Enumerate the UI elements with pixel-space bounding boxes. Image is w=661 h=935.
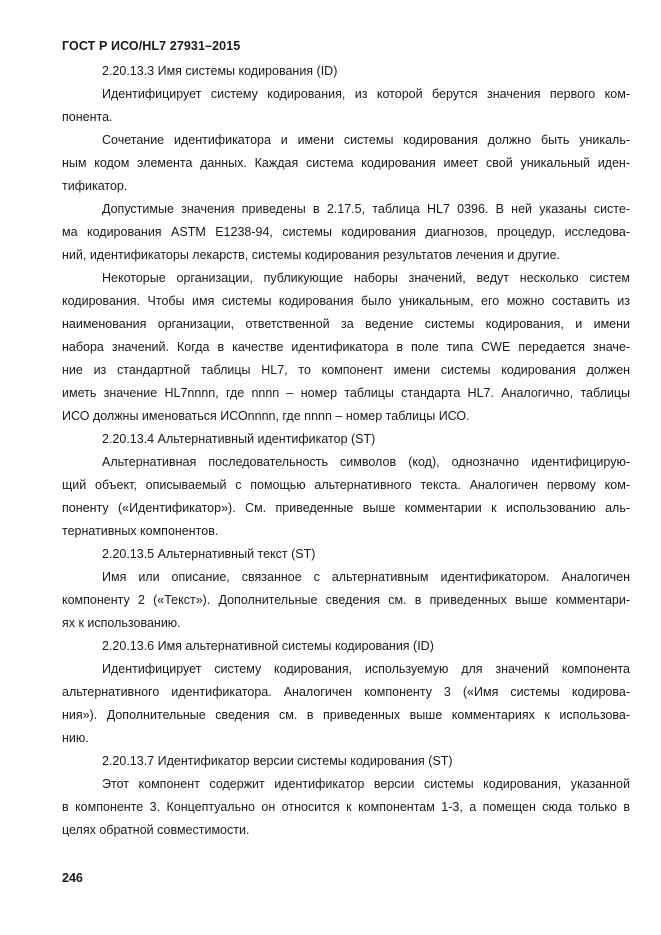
paragraph: [62, 83, 630, 129]
paragraph-line: тернативных компонентов.: [62, 524, 219, 538]
document-header: ГОСТ Р ИСО/HL7 27931–2015: [62, 39, 241, 53]
section-heading: 2.20.13.5 Альтернативный текст (ST): [102, 547, 316, 561]
paragraph-line: Допустимые значения приведены в 2.17.5, таблица HL7 0396. В ней указаны систе-: [102, 202, 630, 216]
page-number: 246: [62, 871, 83, 885]
paragraph-line: тификатор.: [62, 179, 128, 193]
section-heading: 2.20.13.4 Альтернативный идентификатор (ST): [102, 432, 376, 446]
paragraph-line: ях к использованию.: [62, 616, 181, 630]
paragraph-line: наименования организации, ответственной за ведение системы кодирования, и имени: [62, 317, 630, 331]
paragraph-line: целях обратной совместимости.: [62, 823, 250, 837]
paragraph-line: поненту («Идентификатор»). См. приведенные выше комментарии к использованию аль-: [62, 501, 630, 515]
paragraph-line: альтернативного идентификатора. Аналогичен компоненту 3 («Имя системы кодирова-: [62, 685, 630, 699]
paragraph-line: Имя или описание, связанное с альтернативным идентификатором. Аналогичен: [102, 570, 630, 584]
document-body: [62, 60, 630, 842]
paragraph-line: Некоторые организации, публикующие наборы значений, ведут несколько систем: [102, 271, 630, 285]
paragraph-line: нию.: [62, 731, 89, 745]
paragraph-line: Сочетание идентификатора и имени системы кодирования должно быть уникаль-: [102, 133, 630, 147]
paragraph-line: ний, идентификаторы лекарств, системы кодирования результатов лечения и другие.: [62, 248, 560, 262]
paragraph-line: кодирования. Чтобы имя системы кодирования было уникальным, его можно составить из: [62, 294, 630, 308]
paragraph-line: ния»). Дополнительные сведения см. в приведенных выше комментариях к использова-: [62, 708, 630, 722]
paragraph-line: ние из стандартной таблицы HL7, то компонент имени системы кодирования должен: [62, 363, 630, 377]
paragraph-line: Идентифицирует систему кодирования, используемую для значений компонента: [102, 662, 630, 676]
paragraph-line: набора значений. Когда в качестве идентификатора в поле типа CWE передается значе-: [62, 340, 630, 354]
paragraph: [62, 773, 630, 842]
paragraph: [62, 267, 630, 428]
paragraph: [62, 566, 630, 635]
paragraph-line: в компоненте 3. Концептуально он относится к компонентам 1-3, а помещен сюда только в: [62, 800, 630, 814]
paragraph-line: понента.: [62, 110, 113, 124]
paragraph: [62, 451, 630, 543]
paragraph-line: щий объект, описываемый с помощью альтернативного текста. Аналогичен первому ком-: [62, 478, 630, 492]
paragraph: [62, 129, 630, 198]
section-heading: 2.20.13.6 Имя альтернативной системы кодирования (ID): [102, 639, 434, 653]
paragraph-line: компоненту 2 («Текст»). Дополнительные сведения см. в приведенных выше комментари-: [62, 593, 630, 607]
section-heading: 2.20.13.7 Идентификатор версии системы кодирования (ST): [102, 754, 453, 768]
paragraph-line: Альтернативная последовательность символов (код), однозначно идентифицирую-: [102, 455, 630, 469]
paragraph-line: ным кодом элемента данных. Каждая система кодирования имеет свой уникальный иден-: [62, 156, 630, 170]
paragraph-line: ИСО должны именоваться ИСОnnnn, где nnnn – номер таблицы ИСО.: [62, 409, 470, 423]
paragraph-line: ма кодирования ASTM E1238-94, системы кодирования диагнозов, процедур, исследова-: [62, 225, 630, 239]
paragraph: [62, 658, 630, 750]
paragraph-line: иметь значение HL7nnnn, где nnnn – номер таблицы стандарта HL7. Аналогично, таблицы: [62, 386, 630, 400]
section-heading: 2.20.13.3 Имя системы кодирования (ID): [102, 64, 338, 78]
paragraph: [62, 198, 630, 267]
paragraph-line: Этот компонент содержит идентификатор версии системы кодирования, указанной: [102, 777, 630, 791]
paragraph-line: Идентифицирует систему кодирования, из которой берутся значения первого ком-: [102, 87, 630, 101]
